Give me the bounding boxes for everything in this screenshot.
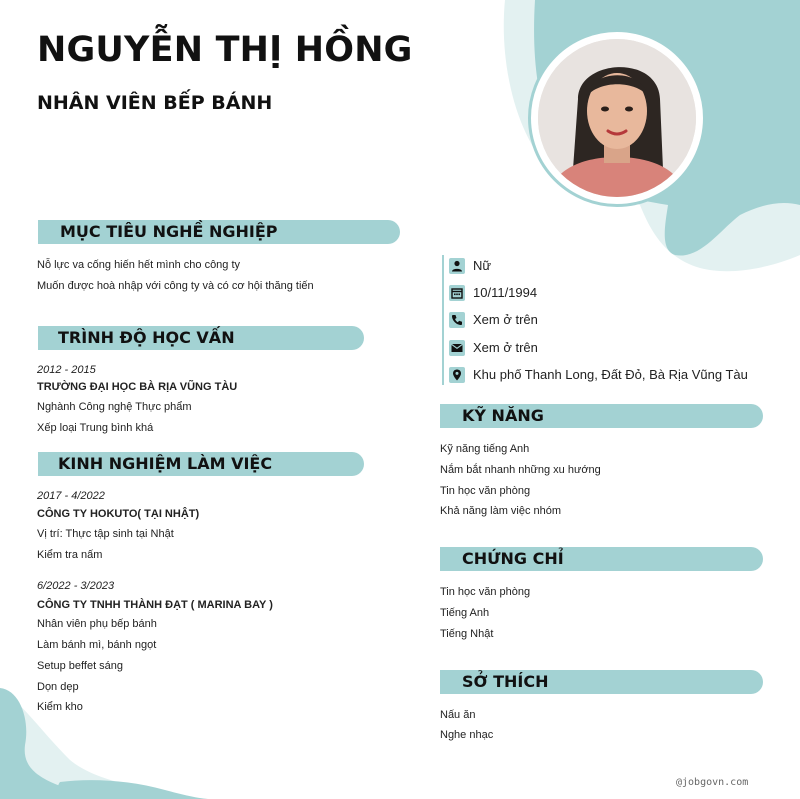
- objective-line: Nỗ lực va cống hiến hết mình cho công ty: [37, 259, 241, 271]
- skills-heading: KỸ NĂNG: [462, 406, 544, 425]
- job-detail: Setup beffet sáng: [37, 660, 124, 672]
- job-period: 2017 - 4/2022: [37, 490, 105, 502]
- education-section-header: [38, 326, 364, 350]
- hobby-item: Nấu ăn: [440, 709, 476, 721]
- education-heading: TRÌNH ĐỘ HỌC VẤN: [58, 328, 235, 347]
- skill-item: Kỹ năng tiếng Anh: [440, 443, 530, 455]
- skill-item: Khả năng làm việc nhóm: [440, 505, 562, 517]
- gender-value: Nữ: [473, 258, 492, 273]
- hobby-item: Nghe nhạc: [440, 729, 494, 741]
- skill-item: Tin học văn phòng: [440, 485, 531, 497]
- job-detail: Dọn dẹp: [37, 681, 79, 693]
- job-company: CÔNG TY TNHH THÀNH ĐẠT ( MARINA BAY ): [37, 599, 273, 611]
- hobbies-heading: SỞ THÍCH: [462, 672, 549, 691]
- person-icon: [449, 258, 465, 274]
- email-value: Xem ở trên: [473, 340, 538, 355]
- candidate-job-title: NHÂN VIÊN BẾP BÁNH: [37, 92, 273, 114]
- experience-section-header: [38, 452, 364, 476]
- objective-line: Muốn được hoà nhập với công ty và có cơ hội thăng tiến: [37, 280, 314, 292]
- job-detail: Làm bánh mì, bánh ngọt: [37, 639, 157, 651]
- portrait-illustration: [538, 39, 696, 197]
- certificate-item: Tin học văn phòng: [440, 586, 531, 598]
- skill-item: Nắm bắt nhanh những xu hướng: [440, 464, 601, 476]
- job-detail: Vị trí: Thực tập sinh tại Nhật: [37, 528, 174, 540]
- certificate-item: Tiếng Nhật: [440, 628, 494, 640]
- phone-value: Xem ở trên: [473, 312, 538, 327]
- candidate-name: NGUYỄN THỊ HỒNG: [37, 30, 413, 70]
- address-value: Khu phố Thanh Long, Đất Đỏ, Bà Rịa Vũng Tàu: [473, 367, 748, 382]
- profile-photo-frame: [528, 29, 706, 207]
- certificates-section-header: [440, 547, 763, 571]
- skills-section-header: [440, 404, 763, 428]
- job-period: 6/2022 - 3/2023: [37, 580, 115, 592]
- watermark-text: @jobgovn.com: [676, 777, 749, 788]
- location-pin-icon: [449, 367, 465, 383]
- job-detail: Kiểm tra nấm: [37, 549, 103, 561]
- objective-heading: MỤC TIÊU NGHỀ NGHIỆP: [60, 222, 278, 241]
- experience-heading: KINH NGHIỆM LÀM VIỆC: [58, 454, 273, 473]
- email-icon: [449, 340, 465, 356]
- birthday-value: 10/11/1994: [473, 285, 538, 300]
- profile-photo: [538, 39, 696, 197]
- job-company: CÔNG TY HOKUTO( TẠI NHẬT): [37, 508, 200, 520]
- education-school: TRƯỜNG ĐẠI HỌC BÀ RỊA VŨNG TÀU: [37, 381, 238, 393]
- phone-icon: [449, 312, 465, 328]
- bottom-left-band: [58, 780, 210, 799]
- job-detail: Nhân viên phụ bếp bánh: [37, 618, 157, 630]
- calendar-icon: [449, 285, 465, 301]
- contact-divider: [442, 255, 444, 385]
- objective-section-header: [38, 220, 400, 244]
- education-detail: Nghành Công nghệ Thực phẩm: [37, 401, 192, 413]
- hobbies-section-header: [440, 670, 763, 694]
- education-detail: Xếp loại Trung bình khá: [37, 422, 154, 434]
- education-period: 2012 - 2015: [37, 364, 96, 376]
- certificates-heading: CHỨNG CHỈ: [462, 549, 564, 568]
- job-detail: Kiểm kho: [37, 701, 83, 713]
- certificate-item: Tiếng Anh: [440, 607, 490, 619]
